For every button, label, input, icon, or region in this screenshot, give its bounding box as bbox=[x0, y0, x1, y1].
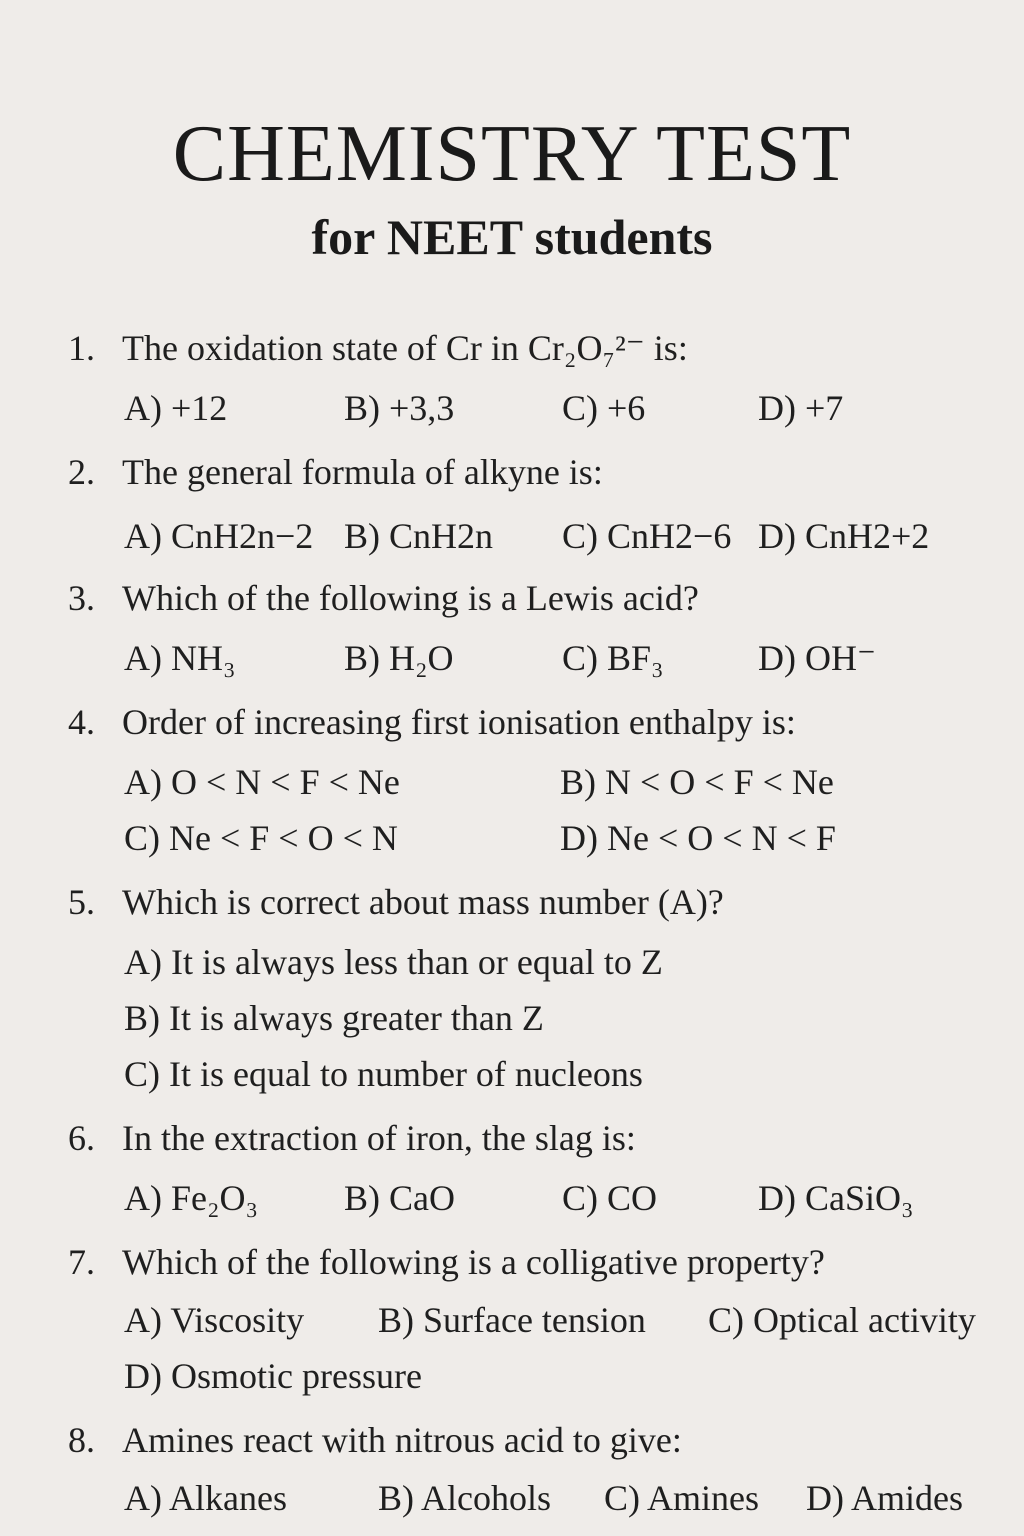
option-c[interactable]: C) +6 bbox=[562, 388, 646, 428]
question-text: Amines react with nitrous acid to give: bbox=[122, 1420, 682, 1460]
option-b[interactable]: B) Alcohols bbox=[378, 1478, 552, 1518]
option-c[interactable]: C) BF₃ bbox=[562, 638, 664, 678]
option-b[interactable]: B) N < O < F < Ne bbox=[560, 762, 834, 802]
option-d[interactable]: D) CaSiO₃ bbox=[758, 1178, 914, 1218]
option-b[interactable]: B) CnH2n bbox=[344, 516, 494, 556]
question-number: 4. bbox=[68, 702, 95, 742]
option-a[interactable]: A) NH₃ bbox=[124, 638, 236, 678]
option-c[interactable]: C) Optical activity bbox=[708, 1300, 976, 1340]
question-text: Which of the following is a colligative property? bbox=[122, 1242, 825, 1282]
option-d[interactable]: D) CnH2+2 bbox=[758, 516, 930, 556]
option-c[interactable]: C) CnH2−6 bbox=[562, 516, 732, 556]
question-number: 1. bbox=[68, 328, 95, 368]
question-number: 8. bbox=[68, 1420, 95, 1460]
question-number: 2. bbox=[68, 452, 95, 492]
question-text: The general formula of alkyne is: bbox=[122, 452, 603, 492]
question-text: The oxidation state of Cr in Cr₂O₇²⁻ is: bbox=[122, 328, 688, 368]
question-text: Order of increasing first ionisation enthalpy is: bbox=[122, 702, 796, 742]
option-a[interactable]: A) Fe₂O₃ bbox=[124, 1178, 259, 1218]
option-b[interactable]: B) H₂O bbox=[344, 638, 454, 678]
question-number: 7. bbox=[68, 1242, 95, 1282]
option-b[interactable]: B) It is always greater than Z bbox=[124, 998, 544, 1038]
option-a[interactable]: A) Viscosity bbox=[124, 1300, 305, 1340]
option-d[interactable]: D) Osmotic pressure bbox=[124, 1356, 422, 1396]
option-b[interactable]: B) +3,3 bbox=[344, 388, 455, 428]
option-a[interactable]: A) It is always less than or equal to Z bbox=[124, 942, 663, 982]
question-number: 6. bbox=[68, 1118, 95, 1158]
option-c[interactable]: C) CO bbox=[562, 1178, 658, 1218]
question-text: Which is correct about mass number (A)? bbox=[122, 882, 724, 922]
question-number: 3. bbox=[68, 578, 95, 618]
option-b[interactable]: B) Surface tension bbox=[378, 1300, 646, 1340]
option-d[interactable]: D) Ne < O < N < F bbox=[560, 818, 836, 858]
question-text: In the extraction of iron, the slag is: bbox=[122, 1118, 636, 1158]
option-a[interactable]: A) O < N < F < Ne bbox=[124, 762, 400, 802]
option-d[interactable]: D) +7 bbox=[758, 388, 844, 428]
option-d[interactable]: D) OH⁻ bbox=[758, 638, 876, 678]
option-a[interactable]: A) +12 bbox=[124, 388, 228, 428]
question-text: Which of the following is a Lewis acid? bbox=[122, 578, 699, 618]
option-c[interactable]: C) Amines bbox=[604, 1478, 760, 1518]
page-title: CHEMISTRY TEST bbox=[172, 110, 852, 198]
option-a[interactable]: A) CnH2n−2 bbox=[124, 516, 314, 556]
option-b[interactable]: B) CaO bbox=[344, 1178, 455, 1218]
option-c[interactable]: C) It is equal to number of nucleons bbox=[124, 1054, 643, 1094]
option-a[interactable]: A) Alkanes bbox=[124, 1478, 287, 1518]
option-d[interactable]: D) Amides bbox=[806, 1478, 963, 1518]
page-subtitle: for NEET students bbox=[311, 209, 713, 265]
question-number: 5. bbox=[68, 882, 95, 922]
option-c[interactable]: C) Ne < F < O < N bbox=[124, 818, 398, 858]
